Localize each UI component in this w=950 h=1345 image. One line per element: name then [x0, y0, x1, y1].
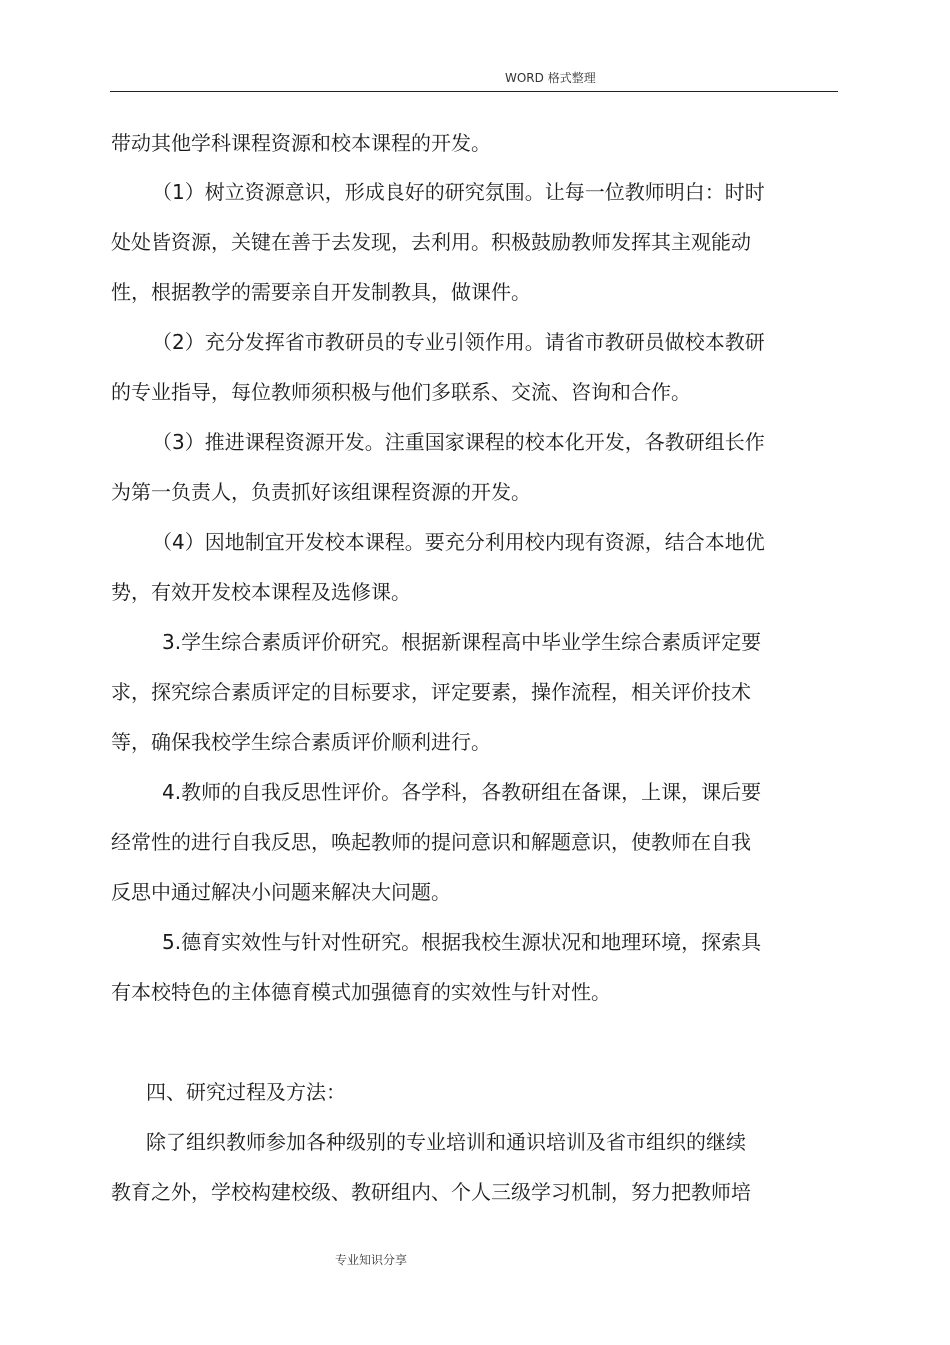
- text-line: 的专业指导，每位教师须积极与他们多联系、交流、咨询和合作。: [111, 380, 691, 404]
- text-line: 经常性的进行自我反思，唤起教师的提问意识和解题意识，使教师在自我: [111, 830, 751, 854]
- footer-text: 专业知识分享: [335, 1253, 408, 1267]
- text-line: 5.德育实效性与针对性研究。根据我校生源状况和地理环境，探索具: [162, 930, 762, 954]
- section-heading: 四、研究过程及方法：: [146, 1080, 346, 1104]
- text-line: 性，根据教学的需要亲自开发制教具，做课件。: [111, 280, 531, 304]
- text-line: 有本校特色的主体德育模式加强德育的实效性与针对性。: [111, 980, 611, 1004]
- text-line: 反思中通过解决小问题来解决大问题。: [111, 880, 451, 904]
- text-line: 求，探究综合素质评定的目标要求，评定要素，操作流程，相关评价技术: [111, 680, 751, 704]
- text-line: （2）充分发挥省市教研员的专业引领作用。请省市教研员做校本教研: [152, 330, 765, 354]
- text-line: 处处皆资源，关键在善于去发现，去利用。积极鼓励教师发挥其主观能动: [111, 230, 751, 254]
- text-line: 势，有效开发校本课程及选修课。: [111, 580, 411, 604]
- text-line: （4）因地制宜开发校本课程。要充分利用校内现有资源，结合本地优: [152, 530, 765, 554]
- text-line: 带动其他学科课程资源和校本课程的开发。: [111, 131, 491, 155]
- text-line: 为第一负责人，负责抓好该组课程资源的开发。: [111, 480, 531, 504]
- text-line: 等，确保我校学生综合素质评价顺利进行。: [111, 730, 491, 754]
- text-line: （3）推进课程资源开发。注重国家课程的校本化开发，各教研组长作: [152, 430, 765, 454]
- text-line: 除了组织教师参加各种级别的专业培训和通识培训及省市组织的继续: [146, 1130, 746, 1154]
- text-line: 4.教师的自我反思性评价。各学科，各教研组在备课，上课，课后要: [162, 780, 762, 804]
- text-line: 教育之外，学校构建校级、教研组内、个人三级学习机制，努力把教师培: [111, 1180, 751, 1204]
- text-line: 3.学生综合素质评价研究。根据新课程高中毕业学生综合素质评定要: [162, 630, 762, 654]
- header-text: WORD 格式整理: [505, 71, 596, 85]
- text-line: （1）树立资源意识，形成良好的研究氛围。让每一位教师明白：时时: [152, 180, 765, 204]
- header-divider: [110, 91, 838, 92]
